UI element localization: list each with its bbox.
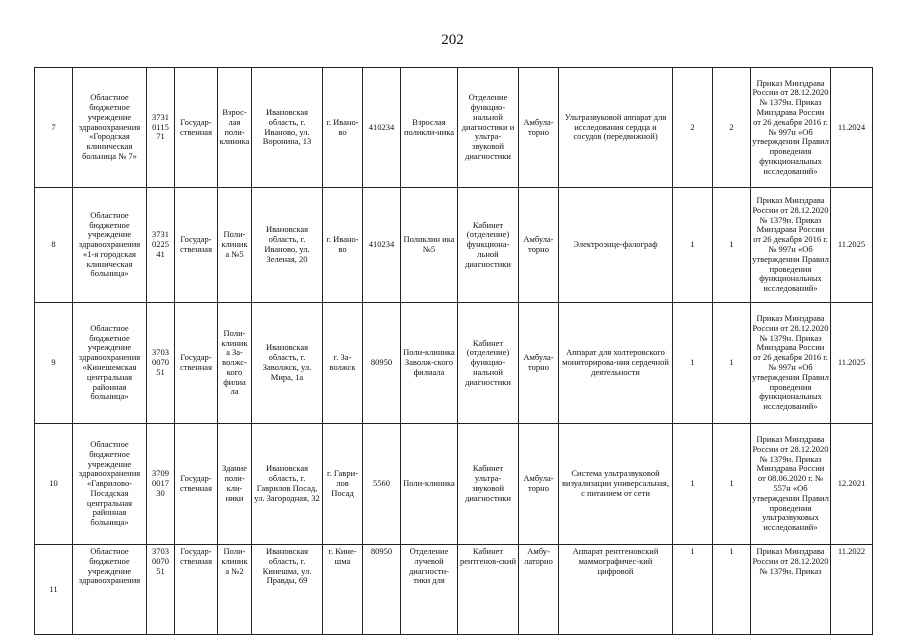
organization-name: Областное бюджетное учреждение здравоохранения «1-я городская клиническая больница» xyxy=(73,188,147,303)
target-date: 11.2022 xyxy=(831,545,873,635)
unit: Кабинет рентгенов-ский xyxy=(458,545,519,635)
quantity-required: 2 xyxy=(673,68,713,188)
subdivision: Поли-клиник а №2 xyxy=(218,545,252,635)
org-code: 3731 0115 71 xyxy=(147,68,175,188)
address: Ивановская область, г. Кинешма, ул. Правды, 69 xyxy=(252,545,323,635)
org-code: 3709 0017 30 xyxy=(147,424,175,545)
quantity-planned: 1 xyxy=(713,424,751,545)
quantity-required: 1 xyxy=(673,188,713,303)
unit: Поли-клиника Заволж-ского филиала xyxy=(401,303,458,424)
row-number: 10 xyxy=(35,424,73,545)
regulation-order: Приказ Минздрава России от 28.12.2020 № 1379н. Приказ xyxy=(751,545,831,635)
care-type: Амбула-торно xyxy=(519,188,559,303)
org-code: 3703 0070 51 xyxy=(147,545,175,635)
quantity-planned: 2 xyxy=(713,68,751,188)
equipment: Электроэнце-фалограф xyxy=(559,188,673,303)
ownership-type: Государ-ственная xyxy=(175,303,218,424)
equipment: Аппарат рентгеновский маммографичес-кий цифровой xyxy=(559,545,673,635)
department: Отделение функцио-нальной диагностики и ультра-звуковой диагностики xyxy=(458,68,519,188)
table-row xyxy=(35,188,873,303)
table-row xyxy=(35,303,873,424)
page-number: 202 xyxy=(441,32,464,48)
org-code: 3703 0070 51 xyxy=(147,303,175,424)
postcode: 80950 xyxy=(363,545,401,635)
table-row xyxy=(35,68,873,188)
regulation-order: Приказ Минздрава России от 28.12.2020 № 1379н. Приказ Минздрава России от 08.06.2020 г. № 557н «Об утверждении Правил проведения ультразвуковых исследований» xyxy=(751,424,831,545)
quantity-planned: 1 xyxy=(713,188,751,303)
department: Кабинет (отделение) функциона-льной диагностики xyxy=(458,188,519,303)
ownership-type: Государ-ственная xyxy=(175,424,218,545)
city: г. Гаври-лов Посад xyxy=(323,424,363,545)
quantity-required: 1 xyxy=(673,545,713,635)
ownership-type: Государ-ственная xyxy=(175,188,218,303)
equipment: Ультразвуковой аппарат для исследования сердца и сосудов (передвижной) xyxy=(559,68,673,188)
subdivision: Поли-клиник а За-волжс-кого филиа ла xyxy=(218,303,252,424)
postcode: 80950 xyxy=(363,303,401,424)
table-row xyxy=(35,545,873,635)
city: г. За-волжск xyxy=(323,303,363,424)
subdivision: Поли-клиник а №5 xyxy=(218,188,252,303)
department: Отделение лучевой диагности-тики для xyxy=(401,545,458,635)
row-number: 7 xyxy=(35,68,73,188)
address: Ивановская область, г. Гаврилов Посад, ул. Загородная, 32 xyxy=(252,424,323,545)
postcode: 5560 xyxy=(363,424,401,545)
care-type: Амбула-торно xyxy=(519,303,559,424)
address: Ивановская область, г. Иваново, ул. Воронина, 13 xyxy=(252,68,323,188)
org-code: 3731 0225 41 xyxy=(147,188,175,303)
unit: Поли-клиника xyxy=(401,424,458,545)
target-date: 11.2025 xyxy=(831,303,873,424)
regulation-order: Приказ Минздрава России от 28.12.2020 № 1379н. Приказ Минздрава России от 26 декабря 2016 г. № 997н «Об утверждении Правил проведения функциональных исследований» xyxy=(751,188,831,303)
quantity-required: 1 xyxy=(673,303,713,424)
care-type: Амбула-торно xyxy=(519,68,559,188)
department: Кабинет ультра-звуковой диагностики xyxy=(458,424,519,545)
row-number: 9 xyxy=(35,303,73,424)
unit: Взрослая поликли-ника xyxy=(401,68,458,188)
target-date: 11.2025 xyxy=(831,188,873,303)
ownership-type: Государ-ственная xyxy=(175,68,218,188)
subdivision: Здание поли-кли-ники xyxy=(218,424,252,545)
unit: Поликлин ика №5 xyxy=(401,188,458,303)
care-type: Амбу-латорно xyxy=(519,545,559,635)
equipment: Аппарат для холтеровского мониторирова-ния сердечной деятельности xyxy=(559,303,673,424)
city: г. Ивано-во xyxy=(323,68,363,188)
organization-name: Областное бюджетное учреждение здравоохранения «Гаврилово-Посадская центральная районная больница» xyxy=(73,424,147,545)
organization-name: Областное бюджетное учреждение здравоохранения xyxy=(73,545,147,635)
quantity-planned: 1 xyxy=(713,545,751,635)
ownership-type: Государ-ственная xyxy=(175,545,218,635)
target-date: 12.2021 xyxy=(831,424,873,545)
department: Кабинет (отделение) функцио-нальной диагностики xyxy=(458,303,519,424)
regulation-order: Приказ Минздрава России от 28.12.2020 № 1379н. Приказ Минздрава России от 26 декабря 2016 г. № 997н «Об утверждении Правил проведения функциональных исследований» xyxy=(751,68,831,188)
city: г. Ивано-во xyxy=(323,188,363,303)
address: Ивановская область, г. Иваново, ул. Зеленая, 20 xyxy=(252,188,323,303)
table-row xyxy=(35,424,873,545)
equipment: Система ультразвуковой визуализации универсальная, с питанием от сети xyxy=(559,424,673,545)
organization-name: Областное бюджетное учреждение здравоохранения «Кинешемская центральная районная больница» xyxy=(73,303,147,424)
care-type: Амбула-торно xyxy=(519,424,559,545)
quantity-required: 1 xyxy=(673,424,713,545)
regulation-order: Приказ Минздрава России от 28.12.2020 № 1379н. Приказ Минздрава России от 26 декабря 2016 г. № 997н «Об утверждении Правил проведения функциональных исследований» xyxy=(751,303,831,424)
postcode: 410234 xyxy=(363,188,401,303)
quantity-planned: 1 xyxy=(713,303,751,424)
city: г. Кине-шма xyxy=(323,545,363,635)
row-number: 11 xyxy=(35,545,73,635)
postcode: 410234 xyxy=(363,68,401,188)
equipment-table xyxy=(34,67,873,635)
address: Ивановская область, г. Заволжск, ул. Мира, 1а xyxy=(252,303,323,424)
target-date: 11.2024 xyxy=(831,68,873,188)
organization-name: Областное бюджетное учреждение здравоохранения «Городская клиническая больница № 7» xyxy=(73,68,147,188)
row-number: 8 xyxy=(35,188,73,303)
subdivision: Взрос-лая поли-клиника xyxy=(218,68,252,188)
